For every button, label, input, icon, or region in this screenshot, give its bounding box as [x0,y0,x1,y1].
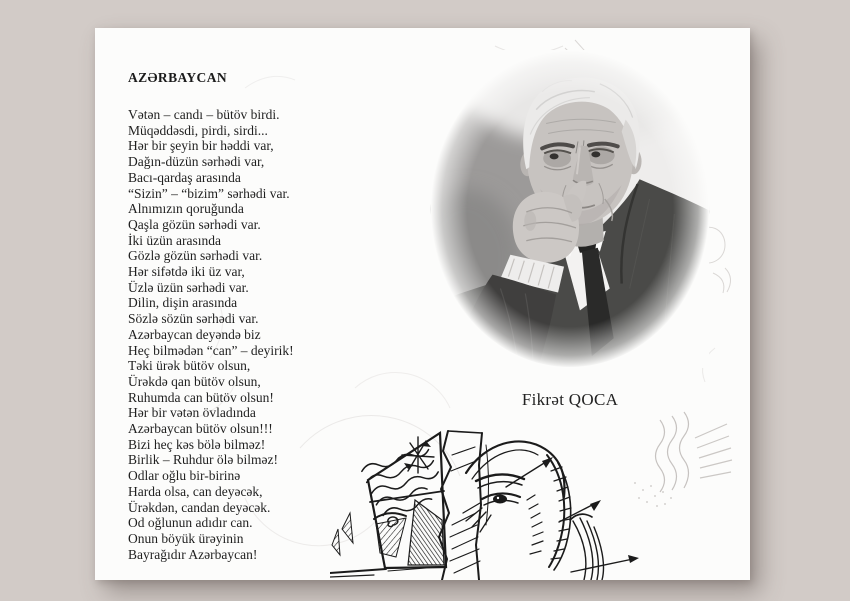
poem-line: “Sizin” – “bizim” sərhədi var. [128,185,290,201]
portrait-photo [430,50,710,368]
poem-line: Onun böyük ürəyinin [128,530,244,546]
poem-line: Harda olsa, can deyəcək, [128,483,263,499]
poem-line: Ürəkdə qan bütöv olsun, [128,373,261,389]
poem-line: Ürəkdən, candan deyəcək. [128,499,271,515]
poem-line: Bacı-qardaş arasında [128,169,241,185]
poem-line: Dağın-düzün sərhədi var, [128,154,265,170]
poem-line: Bayrağıdır Azərbaycan! [128,546,258,562]
poem-line: Üzlə üzün sərhədi var. [128,279,249,295]
poem-line: Azərbaycan bütöv olsun!!! [128,421,273,437]
poem-line: Odlar oğlu bir-birinə [128,468,241,484]
poem-line: Hər bir şeyin bir həddi var, [128,138,274,154]
poem-line: Bizi heç kəs bölə bilməz! [128,436,266,452]
poem-title: AZƏRBAYCAN [128,70,227,85]
poem-line: Sözlə sözün sərhədi var. [128,311,259,327]
book-page [95,28,750,580]
poem-line: Azərbaycan deyəndə biz [128,326,261,342]
poem-line: Müqəddəsdi, pirdi, sirdi... [128,122,268,138]
poem-line: Gözlə gözün sərhədi var. [128,248,263,264]
poem-line: Hər bir vətən övladında [128,405,256,421]
poem-line: Dilin, dişin arasında [128,295,238,311]
poem-line: Ruhumda can bütöv olsun! [128,389,274,405]
poem-line: Vətən – candı – bütöv birdi. [128,107,280,122]
abstract-ink-sketch [330,425,670,580]
poem-line: Təki ürək bütöv olsun, [128,358,251,374]
poem-line: Birlik – Ruhdur ölə bilməz! [128,452,278,468]
portrait-figure [430,50,710,410]
poem-line: Qaşla gözün sərhədi var. [128,216,261,232]
poem-line: Alnımızın qoruğunda [128,201,244,217]
poem-line: İki üzün arasında [128,232,221,248]
poem-line: Heç bilmədən “can” – deyirik! [128,342,294,358]
poem-line: Od oğlunun adıdır can. [128,515,253,531]
author-name: Fikrət QOCA [521,390,619,409]
poem-line: Hər sifətdə iki üz var, [128,264,245,280]
